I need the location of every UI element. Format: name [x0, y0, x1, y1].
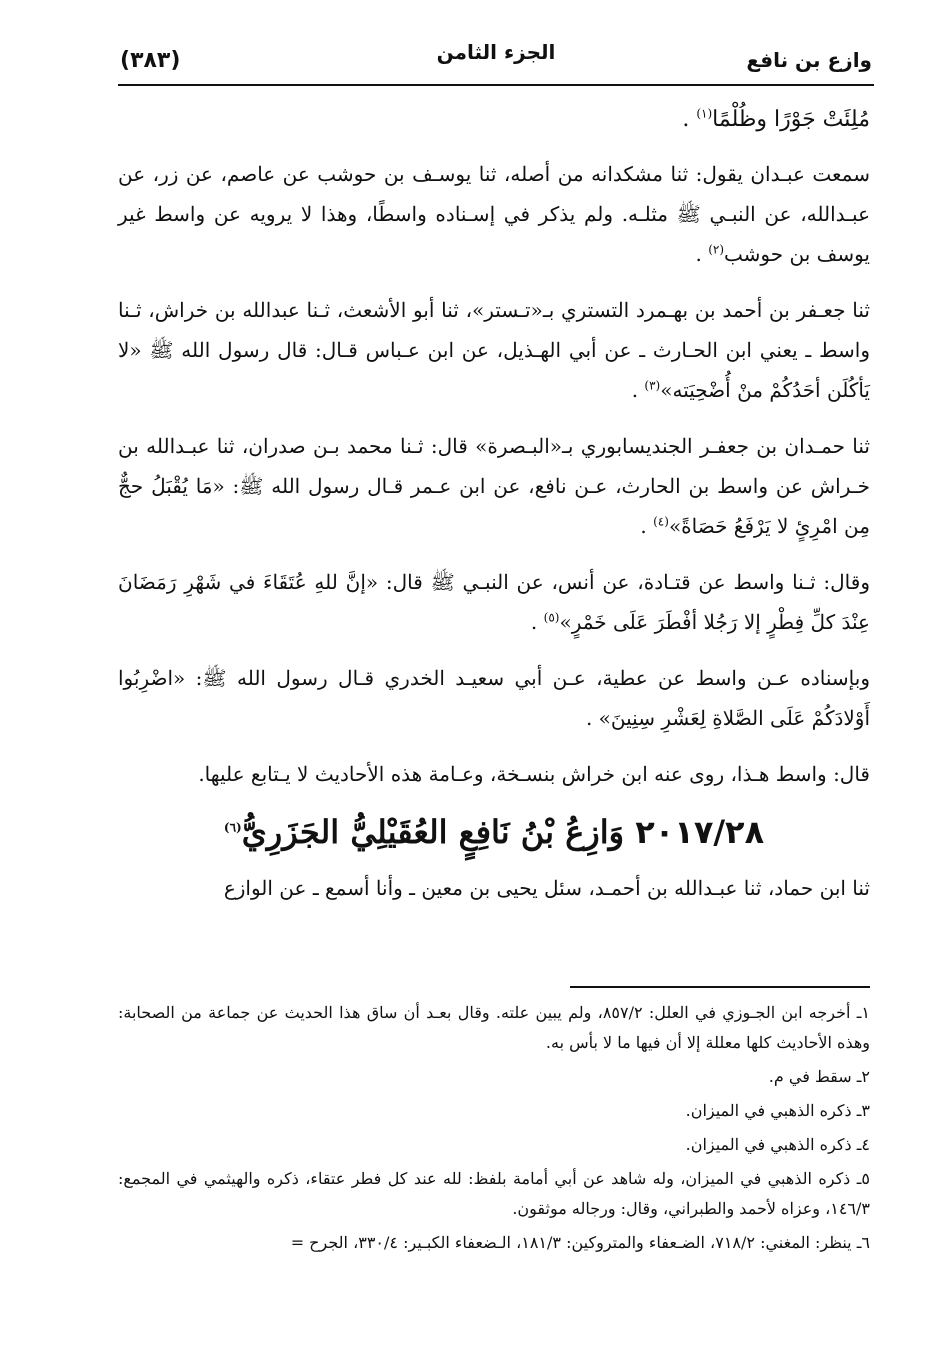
paragraph-text: ثنا جعـفر بن أحمد بن بهـمرد التستري بـ«تـستر»، ثنا أبو الأشعث، ثـنا عبدالله بن خراش، ثـنا واسط ـ يعني ابن الحـارث ـ عن أبي الهـذيل، عن ابن عـباس قـال: قال رسول الله ﷺ «لا يَأكُلَن أحَدُكُمْ منْ أُضْحِيَته» [118, 298, 870, 402]
footnote: ٣ـ ذكره الذهبي في الميزان. [685, 1101, 870, 1120]
footnote: ٤ـ ذكره الذهبي في الميزان. [685, 1135, 870, 1154]
paragraph [118, 754, 870, 794]
footnote: ٢ـ سقط في م. [768, 1067, 870, 1086]
paragraph-text: وبإسناده عـن واسط عن عطية، عـن أبي سعيـد الخدري قـال رسول الله ﷺ: «اضْرِبُوا أَوْلادَكُمْ عَلَى الصَّلاةِ لِعَشْرِ سِنِينَ» [118, 666, 870, 730]
paragraph: وقال: ثـنا واسط عن قتـادة، عن أنس، عن النبـي ﷺ قال: «إنَّ للهِ عُتَقَاءَ في شَهْرِ رَمَضَانَ عِنْدَ كلِّ فِطْرٍ إلا رَجُلا أفْطَرَ عَلَى خَمْرٍ»$^{(٥)}$ . [118, 570, 870, 634]
main-text [118, 96, 870, 924]
footnote-marker: (١) [696, 106, 713, 121]
paragraph: ثنا حمـدان بن جعفـر الجنديسابوري بـ«البـصرة» قال: ثـنا محمد بـن صدران، ثنا عبـدالله بن خـراش عن واسط بن الحارث، عـن نافع، عن ابن عـمر قـال رسول الله ﷺ: «مَا يُقْبَلُ حجٌّ مِن امْرِئٍ لا يَرْفَعُ حَصَاةً»$^{(٤)}$ . [118, 434, 870, 538]
paragraph: مُلِئَتْ جَوْرًا وظُلْمًا$^{(١)}$ . [682, 106, 870, 132]
running-header [120, 40, 872, 90]
hadith-text: مُلِئَتْ جَوْرًا وظُلْمًا [712, 107, 870, 132]
footnote-marker: (٤) [653, 514, 669, 529]
paragraph: وبإسناده عـن واسط عن عطية، عـن أبي سعيـد الخدري قـال رسول الله ﷺ: «اضْرِبُوا أَوْلادَكُمْ عَلَى الصَّلاةِ لِعَشْرِ سِنِينَ» . [118, 666, 870, 730]
paragraph-text: ثنا حمـدان بن جعفـر الجنديسابوري بـ«البـصرة» قال: ثـنا محمد بـن صدران، ثنا عبـدالله بن خـراش عن واسط بن الحارث، عـن نافع، عن ابن عـمر قـال رسول الله ﷺ: «مَا يُقْبَلُ حجٌّ مِن امْرِئٍ لا يَرْفَعُ حَصَاةً» [118, 434, 870, 538]
page-number: (٣٨٣) [120, 48, 181, 73]
paragraph: سمعت عبـدان يقول: ثنا مشكدانه من أصله، ثنا يوسـف بن حوشب عن عاصم، عن زر، عن عبـدالله، عن النبـي ﷺ مثلـه. ولم يذكر في إسـناده واسطًا، وهذا لا يرويه عن واسط غير يوسف بن حوشب$^{(٢)}$ . [118, 162, 870, 266]
footnote-marker: (٣) [644, 378, 661, 393]
footnotes [118, 998, 870, 1262]
header-entry-title: وازع بن نافع [746, 48, 872, 72]
paragraph-text: وقال: ثـنا واسط عن قتـادة، عن أنس، عن النبـي ﷺ قال: «إنَّ للهِ عُتَقَاءَ في شَهْرِ رَمَضَانَ عِنْدَ كلِّ فِطْرٍ إلا رَجُلا أفْطَرَ عَلَى خَمْرٍ» [118, 570, 870, 634]
header-divider [118, 84, 874, 86]
paragraph-text: قال: واسط هـذا، روى عنه ابن خراش بنسـخة، وعـامة هذه الأحاديث لا يـتابع عليها. [198, 762, 870, 786]
footnote-marker: (٥) [543, 610, 560, 625]
footnote-marker: (٢) [708, 242, 725, 257]
footnote: ٥ـ ذكره الذهبي في الميزان، وله شاهد عن أبي أمامة بلفظ: لله عند كل فطر عتقاء، ذكره والهيثمي في المجمع: ١٤٦/٣، وعزاه لأحمد والطبراني، وقال: ورجاله موثقون. [118, 1169, 870, 1218]
paragraph [118, 868, 870, 908]
entry-name: وَازِعُ بْنُ نَافِعٍ العُقَيْلِيُّ الجَزَرِيُّ [241, 813, 625, 851]
footnote-divider [570, 986, 870, 988]
paragraph-text: سمعت عبـدان يقول: ثنا مشكدانه من أصله، ثنا يوسـف بن حوشب عن عاصم، عن زر، عن عبـدالله، عن النبـي ﷺ مثلـه. ولم يذكر في إسـناده واسطًا، وهذا لا يرويه عن واسط غير يوسف بن حوشب [118, 162, 870, 266]
footnote: ١ـ أخرجه ابن الجـوزي في العلل: ٨٥٧/٢، ولم يبين علته. وقال بعـد أن ساق هذا الحديث عن جماعة من الصحابة: وهذه الأحاديث كلها معللة إلا أن فيها ما لا بأس به. [118, 1003, 871, 1052]
paragraph: ثنا جعـفر بن أحمد بن بهـمرد التستري بـ«تـستر»، ثنا أبو الأشعث، ثـنا عبدالله بن خراش، ثـنا واسط ـ يعني ابن الحـارث ـ عن أبي الهـذيل، عن ابن عـباس قـال: قال رسول الله ﷺ «لا يَأكُلَن أحَدُكُمْ منْ أُضْحِيَته»$^{(٣)}$ . [118, 298, 870, 402]
footnote: ٦ـ ينظر: المغني: ٧١٨/٢، الضـعفاء والمتروكين: ١٨١/٣، الـضعفاء الكبـير: ٣٣٠/٤، الجرح = [290, 1233, 870, 1252]
paragraph-text: ثنا ابن حماد، ثنا عبـدالله بن أحمـد، سئل يحيى بن معين ـ وأنا أسمع ـ عن الوازع [223, 876, 870, 900]
footnote-marker: (٦) [223, 820, 242, 835]
entry-heading [118, 802, 870, 862]
header-volume-title: الجزء الثامن [436, 40, 556, 64]
entry-number: ٢٠١٧/٢٨ [635, 813, 765, 851]
